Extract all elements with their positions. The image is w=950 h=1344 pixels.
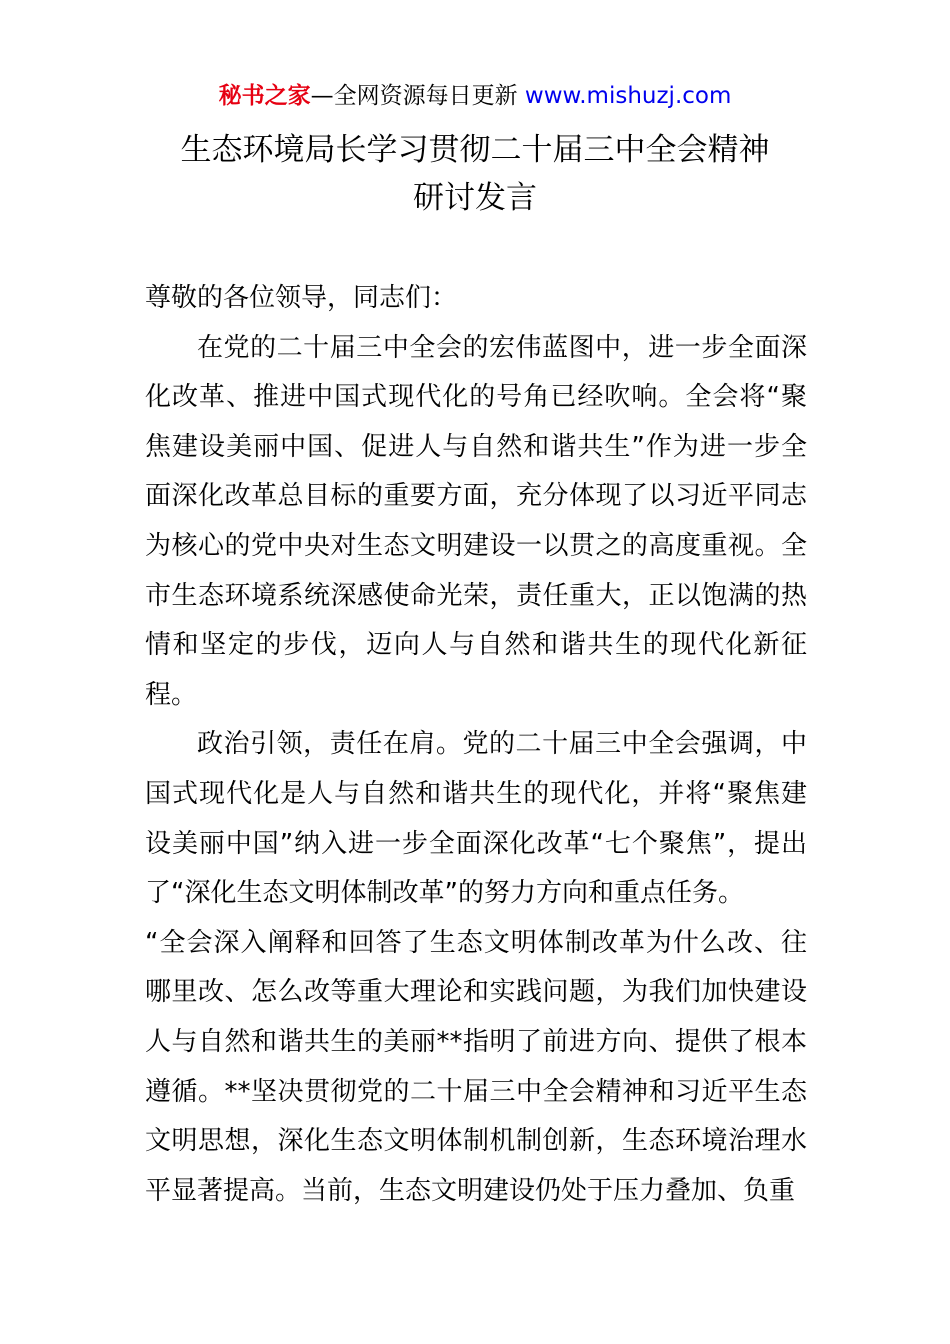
document-title: [0, 126, 950, 222]
site-slogan: —全网资源每日更新: [310, 83, 525, 109]
paragraph: “全会深入阐释和回答了生态文明体制改革为什么改、往哪里改、怎么改等重大理论和实践问题，为我们加快建设人与自然和谐共生的美丽**指明了前进方向、提供了根本遵循。**坚决贯彻党的二十届三中全会精神和习近平生态文明思想，深化生态文明体制机制创新，生态环境治理水平显著提高。当前，生态文明建设仍处于压力叠加、负重: [145, 927, 807, 1206]
paragraph: 政治引领，责任在肩。党的二十届三中全会强调，中国式现代化是人与自然和谐共生的现代化，并将“聚焦建设美丽中国”纳入进一步全面深化改革“七个聚焦”，提出了“深化生态文明体制改革”的努力方向和重点任务。: [145, 729, 807, 909]
title-line-2: 研讨发言: [413, 180, 537, 216]
paragraph: 在党的二十届三中全会的宏伟蓝图中，进一步全面深化改革、推进中国式现代化的号角已经吹响。全会将“聚焦建设美丽中国、促进人与自然和谐共生”作为进一步全面深化改革总目标的重要方面，充分体现了以习近平同志为核心的党中央对生态文明建设一以贯之的高度重视。全市生态环境系统深感使命光荣，责任重大，正以饱满的热情和坚定的步伐，迈向人与自然和谐共生的现代化新征程。: [145, 332, 807, 710]
site-header: [0, 80, 950, 112]
document-body: [145, 274, 807, 1216]
site-brand: 秘书之家: [218, 83, 311, 109]
site-url-link[interactable]: www.mishuzj.com: [524, 83, 732, 109]
title-line-1: 生态环境局长学习贯彻二十届三中全会精神: [180, 132, 770, 168]
salutation: 尊敬的各位领导，同志们：: [145, 283, 458, 313]
